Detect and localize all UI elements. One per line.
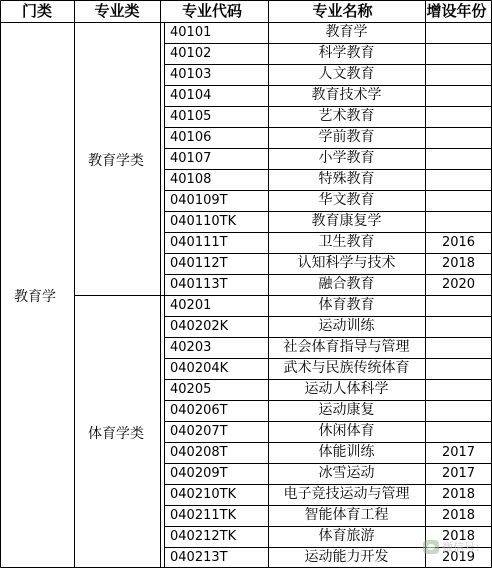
table-header-row [0,0,492,22]
major-code-cell: 40104 [170,88,212,103]
year-added-cell [425,211,492,232]
year-added-cell [425,421,492,442]
major-name-cell: 教育技术学 [311,87,382,103]
major-code-cell: 40103 [170,67,212,82]
year-added-cell: 2018 [441,508,476,523]
major-code-cell: 040208T [170,445,228,460]
table-row [164,190,492,211]
table-row [164,232,492,253]
watermark [423,539,486,555]
major-code-cell: 40102 [170,46,212,61]
major-code-cell: 40101 [170,25,212,40]
major-name-cell: 社会体育指导与管理 [283,339,410,355]
major-code-cell: 040211TK [170,508,237,523]
year-added-cell [425,358,492,379]
major-code-cell: 040110TK [170,214,237,229]
year-added-cell [425,190,492,211]
major-name-cell: 运动训练 [318,318,375,334]
year-added-cell: 2018 [441,487,476,502]
major-name-cell: 华文教育 [318,192,375,208]
year-added-cell [425,295,492,316]
major-name-cell: 教育学 [325,24,368,40]
major-code-cell: 40203 [170,340,212,355]
year-added-cell [425,85,492,106]
year-added-cell [425,337,492,358]
major-code-cell: 040202K [170,319,229,334]
table-row [164,106,492,127]
year-added-cell [425,106,492,127]
year-added-cell [425,127,492,148]
table-row [164,421,492,442]
major-code-cell: 40107 [170,151,212,166]
major-name-cell: 人文教育 [318,66,375,82]
major-code-cell: 40106 [170,130,212,145]
table-row [164,463,492,484]
year-added-cell: 2020 [441,277,476,292]
major-name-cell: 智能体育工程 [304,507,389,523]
header-name: 专业名称 [312,2,373,20]
major-name-cell: 小学教育 [318,150,375,166]
major-name-cell: 冰雪运动 [318,465,375,481]
table-body [164,22,492,568]
major-code-cell: 040112T [170,256,228,271]
header-zhuanyelei: 专业类 [94,2,140,20]
major-name-cell: 认知科学与技术 [297,255,396,271]
major-code-cell: 040206T [170,403,228,418]
table-row [164,316,492,337]
table-row [164,337,492,358]
major-name-cell: 学前教育 [318,129,375,145]
table-row [164,253,492,274]
year-added-cell [425,316,492,337]
major-code-cell: 040109T [170,193,228,208]
table-row [164,274,492,295]
watermark-text: 微信号： [442,541,486,554]
major-name-cell: 休闲体育 [318,423,375,439]
major-code-cell: 040212TK [170,529,237,544]
year-added-cell [425,148,492,169]
year-added-cell [425,400,492,421]
year-added-cell [425,379,492,400]
major-name-cell: 体育旅游 [318,528,375,544]
year-added-cell [425,64,492,85]
major-code-cell: 40105 [170,109,212,124]
major-name-cell: 武术与民族传统体育 [283,360,410,376]
major-code-cell: 040210TK [170,487,237,502]
header-code: 专业代码 [181,2,242,20]
major-name-cell: 科学教育 [318,45,375,61]
table-row [164,379,492,400]
year-added-cell: 2018 [441,529,476,544]
table-row [164,211,492,232]
year-added-cell: 2019 [441,550,476,565]
year-added-cell [425,22,492,43]
table-row [164,169,492,190]
year-added-cell [425,43,492,64]
table-row [164,505,492,526]
table-row [164,358,492,379]
major-code-cell: 40201 [170,298,212,313]
major-name-cell: 运动人体科学 [304,381,389,397]
table-row [164,295,492,316]
major-code-cell: 040209T [170,466,228,481]
major-name-cell: 特殊教育 [318,171,375,187]
major-name-cell: 艺术教育 [318,108,375,124]
header-year: 增设年份 [426,2,487,20]
major-code-cell: 040207T [170,424,228,439]
major-name-cell: 运动康复 [318,402,375,418]
major-name-cell: 体能训练 [318,444,375,460]
major-name-cell: 运动能力开发 [304,549,389,565]
table-row [164,484,492,505]
major-name-cell: 体育教育 [318,297,375,313]
wechat-logo-icon [423,540,439,554]
year-added-cell: 2017 [441,445,476,460]
major-code-cell: 040213T [170,550,228,565]
major-name-cell: 教育康复学 [311,213,382,229]
year-added-cell: 2016 [441,235,476,250]
major-name-cell: 电子竞技运动与管理 [283,486,410,502]
table-row [164,400,492,421]
group-label-sports: 体育学类 [88,426,144,442]
year-added-cell [425,169,492,190]
table-row [164,127,492,148]
table-row [164,442,492,463]
major-code-cell: 040204K [170,361,229,376]
menlei-cell: 教育学 [14,289,56,305]
group-label-education: 教育学类 [88,153,144,169]
year-added-cell: 2018 [441,256,476,271]
table-row [164,22,492,43]
table-row [164,43,492,64]
table-row [164,85,492,106]
major-name-cell: 卫生教育 [318,234,375,250]
table-row [164,148,492,169]
major-code-cell: 040111T [170,235,228,250]
header-menlei: 门类 [21,2,52,20]
major-name-cell: 融合教育 [318,276,375,292]
table-row [164,64,492,85]
major-code-cell: 040113T [170,277,228,292]
major-code-cell: 40205 [170,382,212,397]
year-added-cell: 2017 [441,466,476,481]
major-code-cell: 40108 [170,172,212,187]
